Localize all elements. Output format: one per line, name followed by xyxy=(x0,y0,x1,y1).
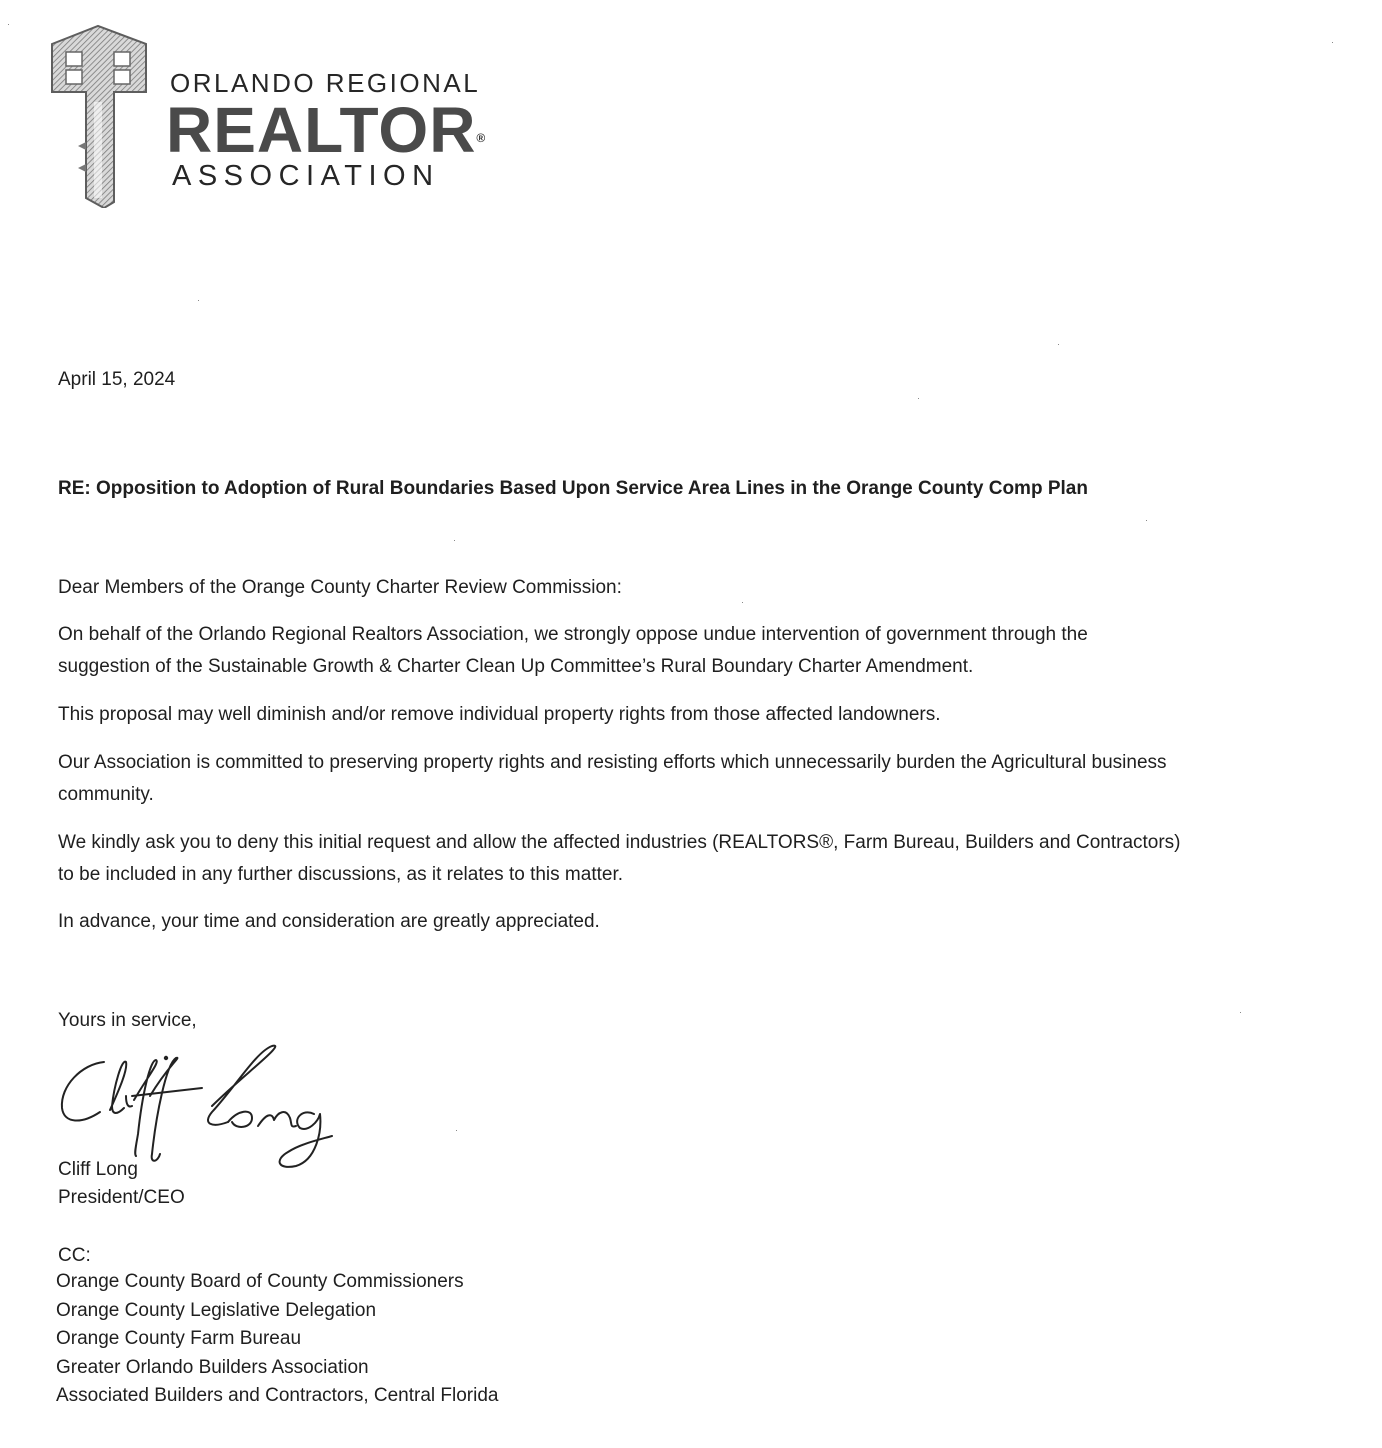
signer-name: Cliff Long xyxy=(58,1159,138,1180)
org-name-line3: ASSOCIATION xyxy=(172,160,440,192)
scan-speck xyxy=(1240,1012,1241,1013)
letter-date: April 15, 2024 xyxy=(58,369,176,390)
cc-recipient: Orange County Board of County Commissioners xyxy=(56,1271,464,1292)
scan-speck xyxy=(1332,42,1333,43)
scan-speck xyxy=(454,540,455,541)
paragraph-line: In advance, your time and consideration are greatly appreciated. xyxy=(58,911,600,932)
org-name-line2 xyxy=(166,94,486,166)
scan-speck xyxy=(8,24,9,25)
cc-recipient: Associated Builders and Contractors, Central Florida xyxy=(56,1385,499,1406)
letterhead-logo xyxy=(48,22,488,212)
body-paragraph xyxy=(58,747,1167,811)
key-house-logo-icon xyxy=(48,22,152,208)
scan-speck xyxy=(1058,344,1059,345)
scan-speck xyxy=(742,602,743,603)
scan-speck xyxy=(198,300,199,301)
org-name-line1: ORLANDO REGIONAL xyxy=(170,68,481,98)
paragraph-line: On behalf of the Orlando Regional Realtors Association, we strongly oppose undue intervention of government through the xyxy=(58,624,1088,645)
scan-speck xyxy=(918,398,919,399)
paragraph-line: We kindly ask you to deny this initial request and allow the affected industries (REALTORS®, Farm Bureau, Builders and Contractors) xyxy=(58,832,1181,853)
paragraph-line: to be included in any further discussions, as it relates to this matter. xyxy=(58,864,624,885)
letter-subject: RE: Opposition to Adoption of Rural Boundaries Based Upon Service Area Lines in the Orange County Comp Plan xyxy=(58,478,1088,499)
cc-recipient: Orange County Farm Bureau xyxy=(56,1328,302,1349)
cc-recipient-list xyxy=(56,1268,498,1411)
body-paragraph xyxy=(58,699,941,731)
letter-closing: Yours in service, xyxy=(58,1010,197,1031)
scan-speck xyxy=(456,1130,457,1131)
cc-label: CC: xyxy=(58,1245,91,1266)
org-name-realtor: REALTOR xyxy=(166,94,477,166)
paragraph-line: community. xyxy=(58,784,154,805)
letter-salutation: Dear Members of the Orange County Charter Review Commission: xyxy=(58,577,622,598)
body-paragraph xyxy=(58,906,600,938)
scan-speck xyxy=(1146,520,1147,521)
cc-recipient: Orange County Legislative Delegation xyxy=(56,1299,377,1321)
cc-recipient: Greater Orlando Builders Association xyxy=(56,1356,369,1378)
registered-mark: ® xyxy=(476,131,487,145)
paragraph-line: This proposal may well diminish and/or remove individual property rights from those affected landowners. xyxy=(58,704,941,725)
signer-title: President/CEO xyxy=(58,1187,185,1208)
paragraph-line: Our Association is committed to preserving property rights and resisting efforts which unnecessarily burden the Agricultural business xyxy=(58,752,1167,773)
body-paragraph xyxy=(58,827,1181,891)
paragraph-line: suggestion of the Sustainable Growth & Charter Clean Up Committee’s Rural Boundary Charter Amendment. xyxy=(58,656,974,677)
body-paragraph xyxy=(58,619,1088,683)
